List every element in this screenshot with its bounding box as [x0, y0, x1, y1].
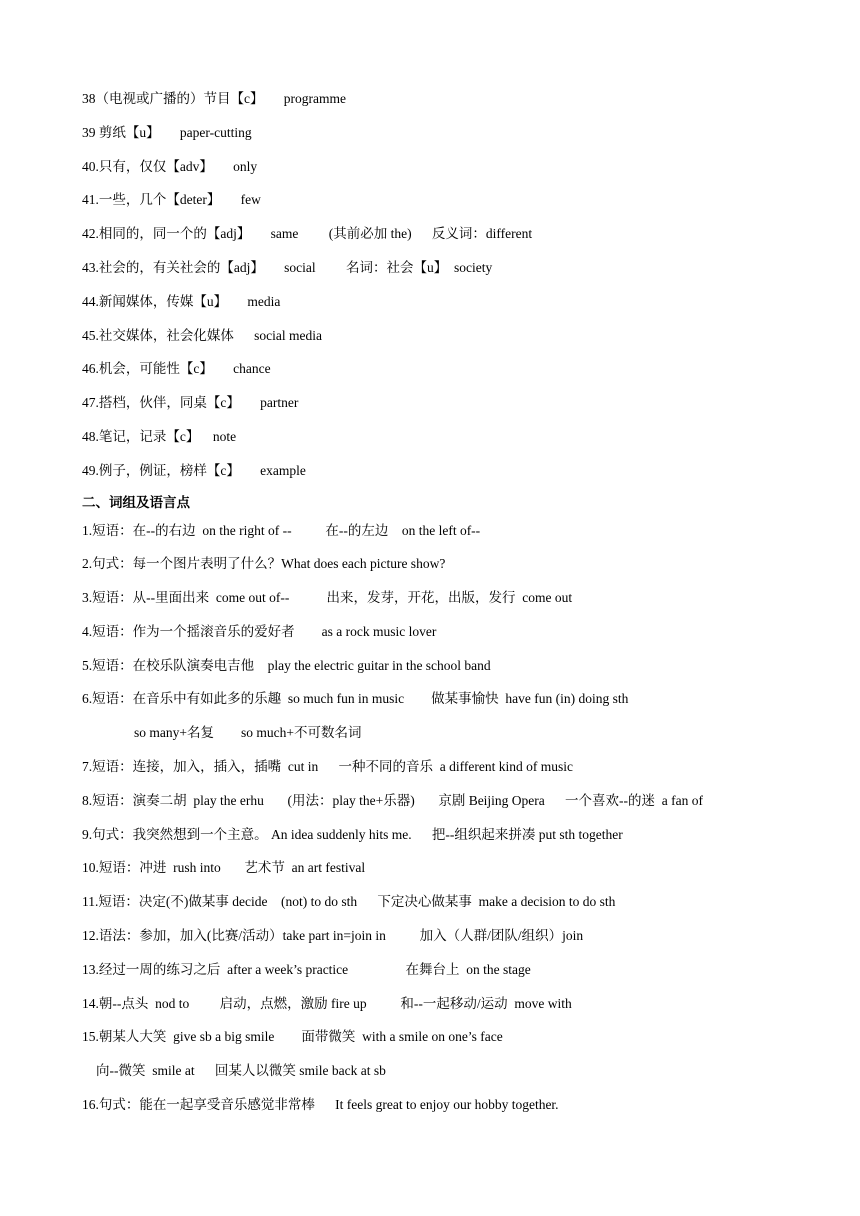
phrase-item-6-note: so many+名复 so much+不可数名词 — [134, 725, 362, 740]
phrase-item-8: 8.短语：演奏二胡 play the erhu (用法：play the+乐器) 京剧 Beijing Opera 一个喜欢--的迷 a fan of — [82, 793, 704, 808]
phrase-item-12: 12.语法：参加，加入(比赛/活动）take part in=join in 加入（人群/团队/组织）join — [82, 928, 584, 943]
section-heading: 二、词组及语言点 — [82, 495, 190, 511]
vocab-item-39: 39 剪纸【u】 paper-cutting — [82, 125, 252, 140]
vocab-item-43: 43.社会的，有关社会的【adj】 social 名词：社会【u】 society — [82, 260, 493, 275]
phrase-item-11: 11.短语：决定(不)做某事 decide (not) to do sth 下定决心做某事 make a decision to do sth — [82, 894, 616, 909]
phrase-item-14: 14.朝--点头 nod to 启动，点燃，激励 fire up 和--一起移动/运动 move with — [82, 996, 572, 1011]
vocab-item-44: 44.新闻媒体，传媒【u】 media — [82, 294, 281, 309]
vocab-item-46: 46.机会，可能性【c】 chance — [82, 361, 271, 376]
vocab-item-40: 40.只有，仅仅【adv】 only — [82, 159, 258, 174]
vocab-item-45: 45.社交媒体，社会化媒体 social media — [82, 328, 322, 343]
phrase-item-7: 7.短语：连接，加入，插入，插嘴 cut in 一种不同的音乐 a different kind of music — [82, 759, 573, 774]
phrase-item-5: 5.短语：在校乐队演奏电吉他 play the electric guitar in the school band — [82, 658, 491, 673]
phrase-item-9: 9.句式：我突然想到一个主意。 An idea suddenly hits me. 把--组织起来拼凑 put sth together — [82, 827, 623, 842]
phrase-item-10: 10.短语：冲进 rush into 艺术节 an art festival — [82, 860, 366, 875]
vocab-item-49: 49.例子，例证，榜样【c】 example — [82, 463, 306, 478]
phrase-item-16: 16.句式：能在一起享受音乐感觉非常棒 It feels great to enjoy our hobby together. — [82, 1097, 559, 1112]
phrase-item-6: 6.短语：在音乐中有如此多的乐趣 so much fun in music 做某事愉快 have fun (in) doing sth — [82, 691, 629, 706]
phrase-item-3: 3.短语：从--里面出来 come out of-- 出来，发芽，开花，出版，发行 come out — [82, 590, 573, 605]
vocab-item-47: 47.搭档，伙伴，同桌【c】 partner — [82, 395, 299, 410]
phrase-item-2: 2.句式：每一个图片表明了什么？What does each picture show? — [82, 556, 446, 571]
vocab-item-48: 48.笔记，记录【c】 note — [82, 429, 237, 444]
phrase-item-13: 13.经过一周的练习之后 after a week’s practice 在舞台上 on the stage — [82, 962, 531, 977]
phrase-item-4: 4.短语：作为一个摇滚音乐的爱好者 as a rock music lover — [82, 624, 437, 639]
phrase-item-1: 1.短语：在--的右边 on the right of -- 在--的左边 on the left of-- — [82, 523, 481, 538]
vocab-item-42: 42.相同的，同一个的【adj】 same (其前必加 the) 反义词：different — [82, 226, 533, 241]
phrase-item-15: 15.朝某人大笑 give sb a big smile 面带微笑 with a smile on one’s face — [82, 1029, 503, 1044]
vocab-item-41: 41.一些，几个【deter】 few — [82, 192, 261, 207]
vocab-item-38: 38（电视或广播的）节目【c】 programme — [82, 91, 346, 106]
phrase-item-15-note: 向--微笑 smile at 回某人以微笑 smile back at sb — [96, 1063, 386, 1078]
